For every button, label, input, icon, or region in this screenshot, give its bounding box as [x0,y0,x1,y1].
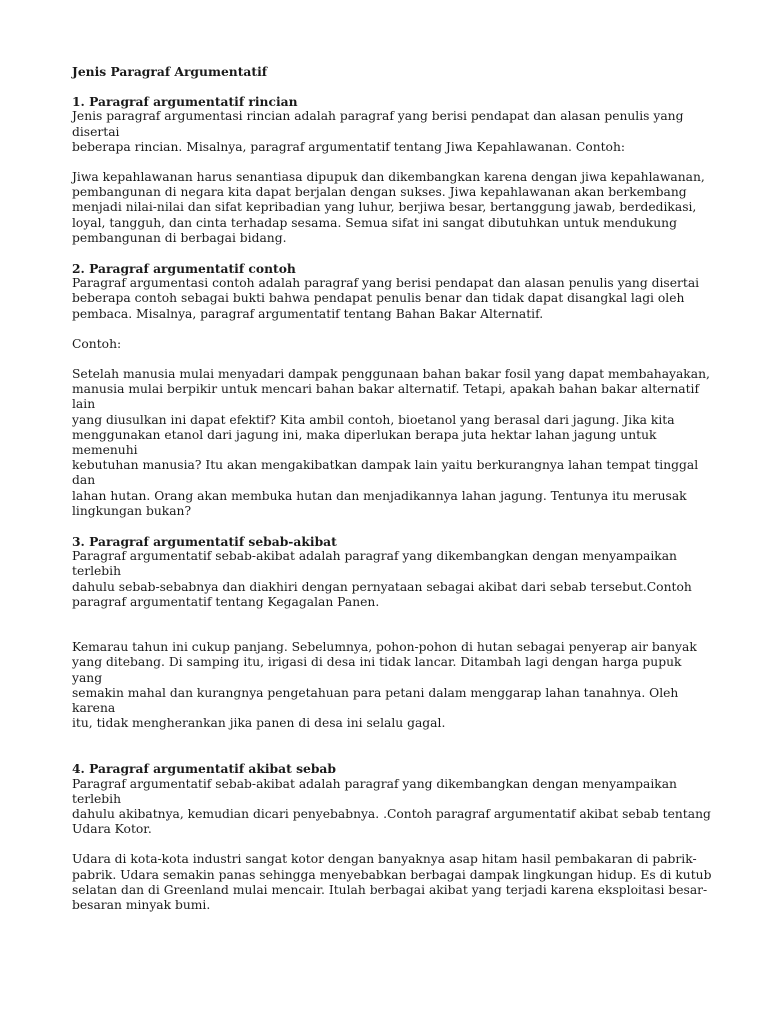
text-line: selatan dan di Greenland mulai mencair. Itulah berbagai akibat yang terjadi karena eksploitasi besar- [72,882,708,897]
text-line: menjadi nilai-nilai dan sifat kepribadian yang luhur, berjiwa besar, bertanggung jawab, berdedikasi, [72,200,697,215]
text-line: lingkungan bukan? [72,503,192,518]
text-line: yang diusulkan ini dapat efektif? Kita ambil contoh, bioetanol yang berasal dari jagung. Jika kita [72,412,675,427]
section-heading: 1. Paragraf argumentatif rincian [72,94,298,110]
text-line: Jiwa kepahlawanan harus senantiasa dipupuk dan dikembangkan karena dengan jiwa kepahlawanan, [72,170,705,185]
text-line: Paragraf argumentatif sebab-akibat adalah paragraf yang dikembangkan dengan menyampaikan terlebih [72,776,677,806]
text-line: Paragraf argumentasi contoh adalah paragraf yang berisi pendapat dan alasan penulis yang disertai [72,276,700,291]
text-line: Udara di kota-kota industri sangat kotor dengan banyaknya asap hitam hasil pembakaran di pabrik- [72,852,697,867]
section-intro [72,777,712,838]
section-akibat-sebab [72,761,712,913]
text-line: Paragraf argumentatif sebab-akibat adalah paragraf yang dikembangkan dengan menyampaikan terlebih [72,549,677,579]
section-example [72,170,712,246]
text-line: pembangunan di negara kita dapat berjalan dengan sukses. Jiwa kepahlawanan akan berkembang [72,185,687,200]
section-example [72,852,712,913]
contoh-label: Contoh: [72,336,122,351]
text-line: itu, tidak mengherankan jika panen di desa ini selalu gagal. [72,716,446,731]
document-page [72,64,712,913]
text-line: dahulu akibatnya, kemudian dicari penyebabnya. .Contoh paragraf argumentatif akibat sebab tentang [72,806,711,821]
text-line: kebutuhan manusia? Itu akan mengakibatkan dampak lain yaitu berkurangnya lahan tempat tinggal dan [72,458,699,488]
text-line: loyal, tangguh, dan cinta terhadap sesama. Semua sifat ini sangat dibutuhkan untuk mendukung [72,215,677,230]
section-intro [72,109,712,155]
section-contoh [72,261,712,519]
section-heading: 2. Paragraf argumentatif contoh [72,261,296,277]
text-line: paragraf argumentatif tentang Kegagalan Panen. [72,594,380,609]
text-line: Kemarau tahun ini cukup panjang. Sebelumnya, pohon-pohon di hutan sebagai penyerap air banyak [72,640,697,655]
section-sebab-akibat [72,534,712,731]
section-example [72,640,712,731]
text-line: dahulu sebab-sebabnya dan diakhiri dengan pernyataan sebagai akibat dari sebab tersebut.Contoh [72,579,692,594]
section-heading: 4. Paragraf argumentatif akibat sebab [72,761,336,777]
text-line: yang ditebang. Di samping itu, irigasi di desa ini tidak lancar. Ditambah lagi dengan harga pupuk yang [72,655,682,685]
section-intro [72,549,712,610]
text-line: manusia mulai berpikir untuk mencari bahan bakar alternatif. Tetapi, apakah bahan bakar alternatif lain [72,382,699,412]
text-line: Udara Kotor. [72,822,152,837]
text-line: besaran minyak bumi. [72,897,211,912]
text-line: Jenis paragraf argumentasi rincian adalah paragraf yang berisi pendapat dan alasan penulis yang disertai [72,109,684,139]
section-example [72,367,712,519]
text-line: semakin mahal dan kurangnya pengetahuan para petani dalam menggarap lahan tanahnya. Oleh karena [72,685,679,715]
section-rincian [72,94,712,246]
document-title: Jenis Paragraf Argumentatif [72,64,268,79]
section-heading: 3. Paragraf argumentatif sebab-akibat [72,534,337,550]
text-line: menggunakan etanol dari jagung ini, maka diperlukan berapa juta hektar lahan jagung untuk memenuhi [72,427,657,458]
text-line: Setelah manusia mulai menyadari dampak penggunaan bahan bakar fosil yang dapat membahayakan, [72,367,710,382]
text-line: pabrik. Udara semakin panas sehingga menyebabkan berbagai dampak lingkungan hidup. Es di kutub [72,867,712,882]
text-line: lahan hutan. Orang akan membuka hutan dan menjadikannya lahan jagung. Tentunya itu merusak [72,488,687,503]
text-line: pembaca. Misalnya, paragraf argumentatif tentang Bahan Bakar Alternatif. [72,306,544,321]
text-line: pembangunan di berbagai bidang. [72,230,287,245]
text-line: beberapa contoh sebagai bukti bahwa pendapat penulis benar dan tidak dapat disangkal lagi oleh [72,291,685,306]
text-line: beberapa rincian. Misalnya, paragraf argumentatif tentang Jiwa Kepahlawanan. Contoh: [72,139,626,154]
section-intro [72,276,712,322]
